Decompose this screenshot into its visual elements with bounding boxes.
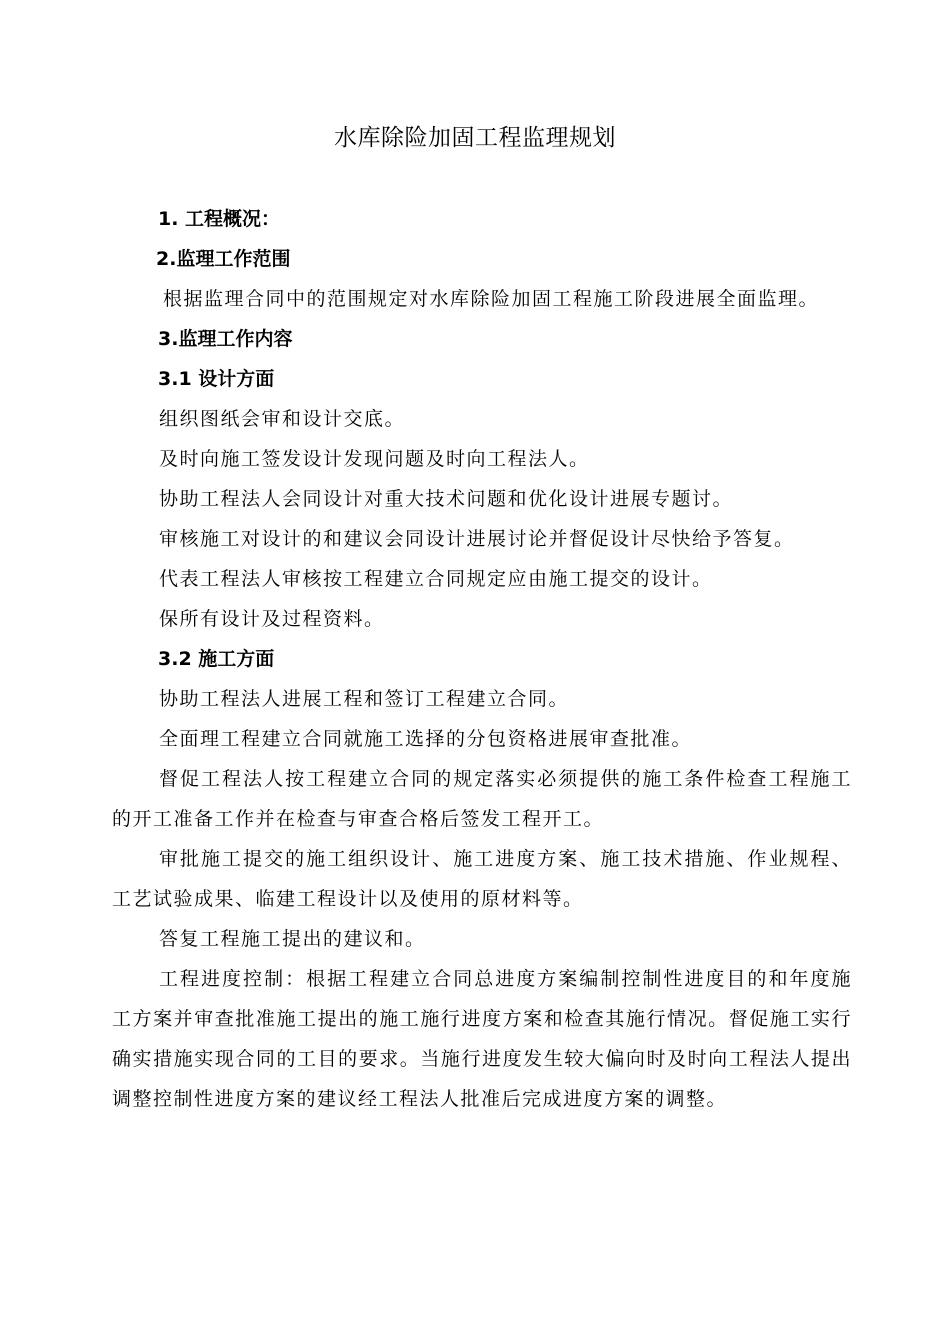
design-item: 组织图纸会审和设计交底。 [159,408,406,430]
section-heading-scope: 2.监理工作范围 [156,248,291,270]
construction-paragraph: 督促工程法人按工程建立合同的规定落实必须提供的施工条件检查工程施工的开工准备工作并在检查与审查合格后签发工程开工。 [112,768,852,830]
construction-item: 协助工程法人进展工程和签订工程建立合同。 [159,688,570,710]
section-heading-overview: 1. 工程概况： [158,208,281,230]
document-title: 水库除险加固工程监理规划 [334,125,616,151]
construction-item: 答复工程施工提出的建议和。 [159,928,426,950]
subsection-heading-design: 3.1 设计方面 [158,368,275,390]
design-item: 审核施工对设计的和建议会同设计进展讨论并督促设计尽快给予答复。 [159,528,795,550]
section-heading-content: 3.监理工作内容 [158,328,293,350]
design-item: 协助工程法人会同设计对重大技术问题和优化设计进展专题讨。 [159,488,734,510]
construction-paragraph: 审批施工提交的施工组织设计、施工进度方案、施工技术措施、作业规程、工艺试验成果、临建工程设计以及使用的原材料等。 [112,848,852,910]
design-item: 代表工程法人审核按工程建立合同规定应由施工提交的设计。 [159,568,713,590]
design-item: 保所有设计及过程资料。 [159,608,385,630]
design-item: 及时向施工签发设计发现问题及时向工程法人。 [159,448,590,470]
construction-item: 全面理工程建立合同就施工选择的分包资格进展审查批准。 [159,728,693,750]
paragraph-scope: 根据监理合同中的范围规定对水库除险加固工程施工阶段进展全面监理。 [163,288,820,310]
progress-control-paragraph: 工程进度控制：根据工程建立合同总进度方案编制控制性进度目的和年度施工方案并审查批准施工提出的施工施行进度方案和检查其施行情况。督促施工实行确实措施实现合同的工目的要求。当施行进度发生较大偏向时及时向工程法人提出调整控制性进度方案的建议经工程法人批准后完成进度方案的调整。 [112,968,852,1110]
document-body [112,199,852,1119]
subsection-heading-construction: 3.2 施工方面 [158,648,275,670]
